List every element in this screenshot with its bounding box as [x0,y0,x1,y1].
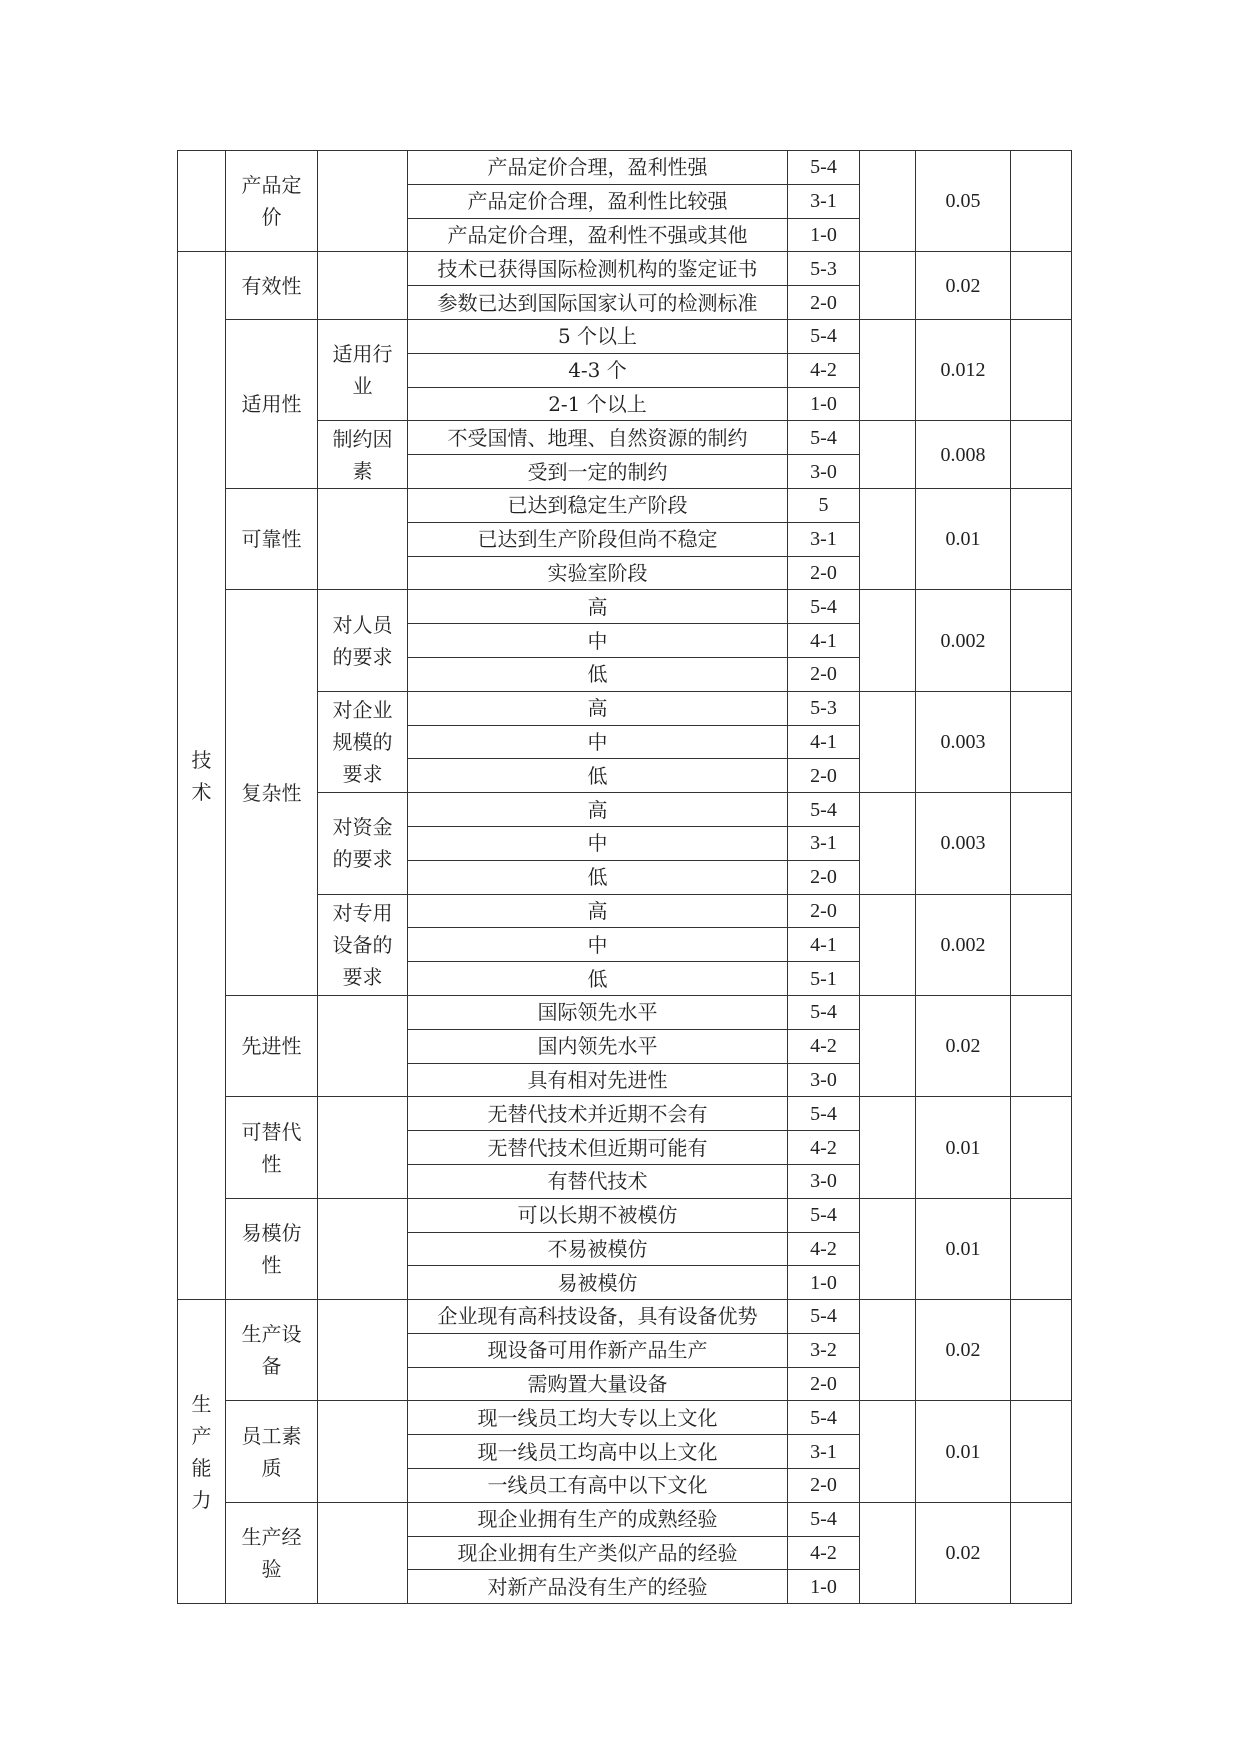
blank-cell [1011,421,1072,489]
weight-cell: 0.05 [916,151,1011,252]
subsubcategory-cell: 对企业规模的要求 [318,691,408,792]
score-cell: 5-3 [788,252,860,286]
criterion-cell: 现一线员工均高中以上文化 [408,1435,788,1469]
criterion-cell: 国际领先水平 [408,995,788,1029]
blank-cell [1011,1097,1072,1198]
criterion-cell: 现企业拥有生产的成熟经验 [408,1502,788,1536]
blank-cell [1011,995,1072,1096]
criterion-cell: 对新产品没有生产的经验 [408,1570,788,1604]
blank-cell [860,1097,916,1198]
score-cell: 5-4 [788,590,860,624]
blank-cell [860,995,916,1096]
score-cell: 1-0 [788,387,860,421]
criterion-cell: 参数已达到国际国家认可的检测标准 [408,286,788,320]
subcategory-cell: 复杂性 [226,590,318,996]
blank-cell [860,894,916,995]
criterion-cell: 高 [408,691,788,725]
category-cell: 生产能力 [178,1300,226,1604]
criterion-cell: 已达到生产阶段但尚不稳定 [408,522,788,556]
criterion-cell: 有替代技术 [408,1164,788,1198]
score-cell: 2-0 [788,1469,860,1503]
table-row [178,319,1072,353]
criterion-cell: 低 [408,759,788,793]
subsubcategory-cell [318,1097,408,1198]
score-cell: 2-0 [788,759,860,793]
criterion-cell: 低 [408,657,788,691]
category-cell [178,151,226,252]
criterion-cell: 企业现有高科技设备，具有设备优势 [408,1300,788,1334]
criterion-cell: 实验室阶段 [408,556,788,590]
table-row [178,488,1072,522]
table-row [178,1502,1072,1536]
subcategory-cell: 有效性 [226,252,318,320]
weight-cell: 0.003 [916,691,1011,792]
table-row [178,1300,1072,1334]
criterion-cell: 产品定价合理，盈利性比较强 [408,184,788,218]
blank-cell [1011,590,1072,691]
blank-cell [860,1502,916,1603]
score-cell: 2-0 [788,860,860,894]
table-row [178,1198,1072,1232]
subsubcategory-cell [318,488,408,589]
score-cell: 3-1 [788,826,860,860]
criterion-cell: 中 [408,928,788,962]
criterion-cell: 受到一定的制约 [408,455,788,489]
criterion-cell: 产品定价合理，盈利性不强或其他 [408,218,788,252]
criterion-cell: 中 [408,826,788,860]
blank-cell [1011,793,1072,894]
criterion-cell: 已达到稳定生产阶段 [408,488,788,522]
criterion-cell: 需购置大量设备 [408,1367,788,1401]
score-cell: 1-0 [788,218,860,252]
score-cell: 5-4 [788,151,860,185]
weight-cell: 0.01 [916,1198,1011,1299]
blank-cell [860,252,916,320]
weight-cell: 0.01 [916,1401,1011,1502]
criterion-cell: 2-1 个以上 [408,387,788,421]
score-cell: 1-0 [788,1570,860,1604]
score-cell: 5-4 [788,1097,860,1131]
subsubcategory-cell: 适用行业 [318,319,408,420]
blank-cell [1011,1502,1072,1603]
score-cell: 4-2 [788,1536,860,1570]
criterion-cell: 易被模仿 [408,1266,788,1300]
subsubcategory-cell [318,151,408,252]
score-cell: 5-4 [788,1300,860,1334]
score-cell: 5-1 [788,962,860,996]
score-cell: 3-1 [788,522,860,556]
criterion-cell: 国内领先水平 [408,1029,788,1063]
weight-cell: 0.02 [916,1300,1011,1401]
weight-cell: 0.012 [916,319,1011,420]
blank-cell [860,691,916,792]
weight-cell: 0.002 [916,590,1011,691]
weight-cell: 0.003 [916,793,1011,894]
criterion-cell: 高 [408,894,788,928]
score-cell: 3-2 [788,1333,860,1367]
weight-cell: 0.01 [916,488,1011,589]
criterion-cell: 无替代技术并近期不会有 [408,1097,788,1131]
score-cell: 3-1 [788,184,860,218]
blank-cell [860,319,916,420]
score-cell: 5 [788,488,860,522]
weight-cell: 0.01 [916,1097,1011,1198]
category-cell: 技术 [178,252,226,1300]
blank-cell [1011,691,1072,792]
blank-cell [1011,252,1072,320]
table-row [178,1401,1072,1435]
criterion-cell: 现企业拥有生产类似产品的经验 [408,1536,788,1570]
blank-cell [1011,894,1072,995]
subsubcategory-cell: 对人员的要求 [318,590,408,691]
score-cell: 4-1 [788,928,860,962]
table-row [178,252,1072,286]
subcategory-cell: 产品定价 [226,151,318,252]
subcategory-cell: 适用性 [226,319,318,488]
criterion-cell: 无替代技术但近期可能有 [408,1131,788,1165]
blank-cell [860,793,916,894]
score-cell: 4-2 [788,1029,860,1063]
subsubcategory-cell [318,1401,408,1502]
blank-cell [860,1401,916,1502]
score-cell: 4-2 [788,1131,860,1165]
subsubcategory-cell: 对资金的要求 [318,793,408,894]
subsubcategory-cell [318,252,408,320]
criterion-cell: 技术已获得国际检测机构的鉴定证书 [408,252,788,286]
criterion-cell: 中 [408,624,788,658]
subcategory-cell: 生产设备 [226,1300,318,1401]
subsubcategory-cell: 制约因素 [318,421,408,489]
criterion-cell: 低 [408,962,788,996]
score-cell: 5-4 [788,793,860,827]
criterion-cell: 具有相对先进性 [408,1063,788,1097]
blank-cell [860,488,916,589]
subsubcategory-cell [318,995,408,1096]
criterion-cell: 产品定价合理，盈利性强 [408,151,788,185]
blank-cell [1011,1300,1072,1401]
score-cell: 2-0 [788,556,860,590]
score-cell: 5-4 [788,1502,860,1536]
blank-cell [1011,319,1072,420]
criterion-cell: 高 [408,793,788,827]
score-cell: 4-2 [788,1232,860,1266]
score-cell: 5-4 [788,995,860,1029]
weight-cell: 0.02 [916,995,1011,1096]
score-cell: 3-1 [788,1435,860,1469]
subcategory-cell: 可替代性 [226,1097,318,1198]
criterion-cell: 不易被模仿 [408,1232,788,1266]
table-body [178,151,1072,1604]
criterion-cell: 现设备可用作新产品生产 [408,1333,788,1367]
subcategory-cell: 易模仿性 [226,1198,318,1299]
blank-cell [860,151,916,252]
subsubcategory-cell [318,1300,408,1401]
table-row [178,590,1072,624]
criterion-cell: 一线员工有高中以下文化 [408,1469,788,1503]
subsubcategory-cell [318,1198,408,1299]
table-row [178,151,1072,185]
score-cell: 2-0 [788,1367,860,1401]
blank-cell [1011,151,1072,252]
criterion-cell: 中 [408,725,788,759]
criterion-cell: 低 [408,860,788,894]
subcategory-cell: 员工素质 [226,1401,318,1502]
blank-cell [860,1300,916,1401]
criterion-cell: 高 [408,590,788,624]
subsubcategory-cell: 对专用设备的要求 [318,894,408,995]
score-cell: 5-4 [788,1198,860,1232]
score-cell: 5-3 [788,691,860,725]
subcategory-cell: 可靠性 [226,488,318,589]
score-cell: 3-0 [788,455,860,489]
score-cell: 1-0 [788,1266,860,1300]
score-cell: 2-0 [788,286,860,320]
score-cell: 5-4 [788,421,860,455]
evaluation-table [177,150,1072,1604]
score-cell: 5-4 [788,319,860,353]
table-row [178,1097,1072,1131]
score-cell: 4-2 [788,353,860,387]
score-cell: 2-0 [788,894,860,928]
blank-cell [1011,488,1072,589]
weight-cell: 0.008 [916,421,1011,489]
score-cell: 2-0 [788,657,860,691]
score-cell: 3-0 [788,1063,860,1097]
score-cell: 3-0 [788,1164,860,1198]
blank-cell [1011,1198,1072,1299]
weight-cell: 0.02 [916,252,1011,320]
criterion-cell: 现一线员工均大专以上文化 [408,1401,788,1435]
criterion-cell: 5 个以上 [408,319,788,353]
criterion-cell: 可以长期不被模仿 [408,1198,788,1232]
subsubcategory-cell [318,1502,408,1603]
criterion-cell: 不受国情、地理、自然资源的制约 [408,421,788,455]
score-cell: 4-1 [788,725,860,759]
blank-cell [1011,1401,1072,1502]
subcategory-cell: 生产经验 [226,1502,318,1603]
blank-cell [860,590,916,691]
subcategory-cell: 先进性 [226,995,318,1096]
blank-cell [860,421,916,489]
blank-cell [860,1198,916,1299]
criterion-cell: 4-3 个 [408,353,788,387]
score-cell: 4-1 [788,624,860,658]
weight-cell: 0.002 [916,894,1011,995]
table-row [178,995,1072,1029]
weight-cell: 0.02 [916,1502,1011,1603]
score-cell: 5-4 [788,1401,860,1435]
